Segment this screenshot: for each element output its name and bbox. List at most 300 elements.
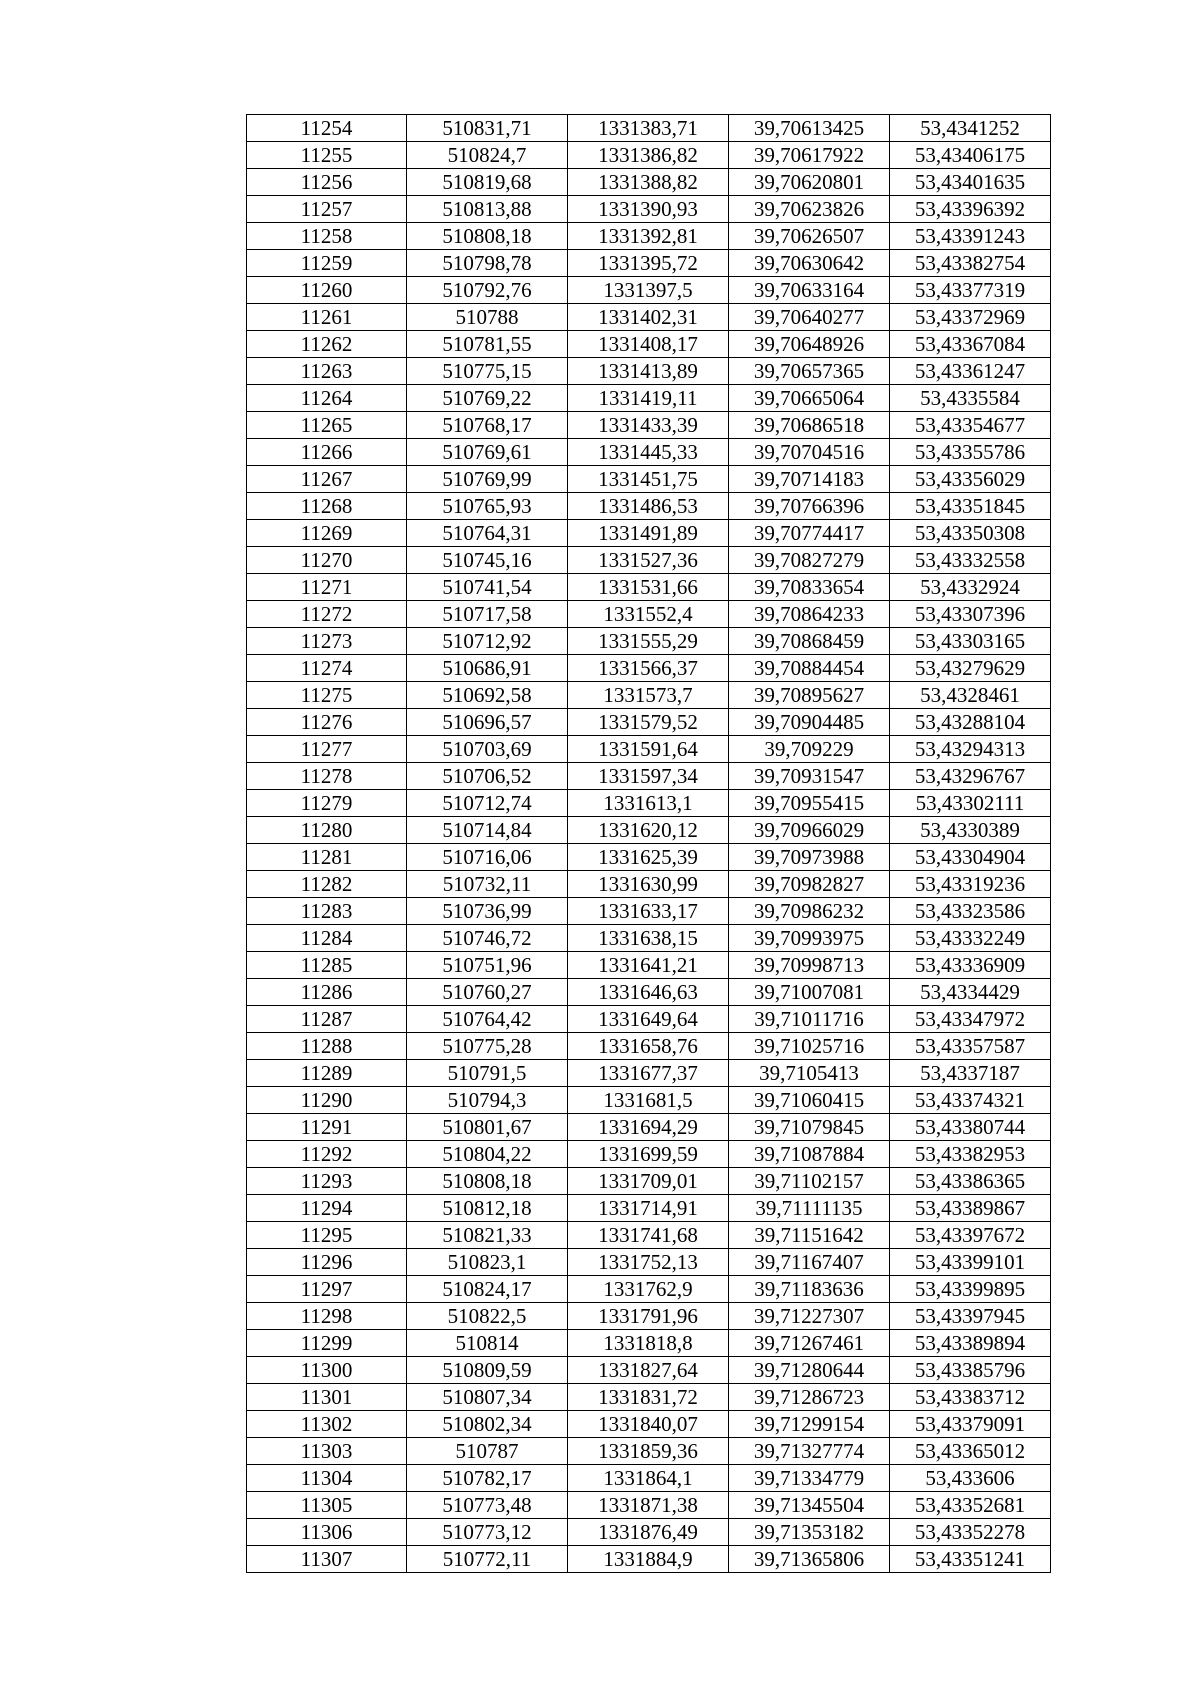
table-row [247, 1303, 1051, 1330]
x-coordinate-cell: 510717,58 [407, 601, 568, 628]
latitude-cell: 53,43396392 [890, 196, 1051, 223]
y-coordinate-cell: 1331649,64 [568, 1006, 729, 1033]
longitude-cell: 39,70620801 [729, 169, 890, 196]
longitude-cell: 39,70966029 [729, 817, 890, 844]
table-row [247, 1060, 1051, 1087]
x-coordinate-cell: 510787 [407, 1438, 568, 1465]
point-number-cell: 11259 [247, 250, 407, 277]
longitude-cell: 39,71286723 [729, 1384, 890, 1411]
point-number-cell: 11266 [247, 439, 407, 466]
longitude-cell: 39,71365806 [729, 1546, 890, 1573]
table-row [247, 385, 1051, 412]
x-coordinate-cell: 510768,17 [407, 412, 568, 439]
longitude-cell: 39,71087884 [729, 1141, 890, 1168]
point-number-cell: 11273 [247, 628, 407, 655]
table-row [247, 1114, 1051, 1141]
point-number-cell: 11304 [247, 1465, 407, 1492]
x-coordinate-cell: 510769,99 [407, 466, 568, 493]
x-coordinate-cell: 510821,33 [407, 1222, 568, 1249]
latitude-cell: 53,43323586 [890, 898, 1051, 925]
coordinates-table-body [247, 115, 1051, 1573]
y-coordinate-cell: 1331402,31 [568, 304, 729, 331]
x-coordinate-cell: 510736,99 [407, 898, 568, 925]
longitude-cell: 39,71345504 [729, 1492, 890, 1519]
y-coordinate-cell: 1331709,01 [568, 1168, 729, 1195]
longitude-cell: 39,71151642 [729, 1222, 890, 1249]
y-coordinate-cell: 1331859,36 [568, 1438, 729, 1465]
point-number-cell: 11294 [247, 1195, 407, 1222]
longitude-cell: 39,70640277 [729, 304, 890, 331]
x-coordinate-cell: 510712,74 [407, 790, 568, 817]
point-number-cell: 11257 [247, 196, 407, 223]
x-coordinate-cell: 510808,18 [407, 223, 568, 250]
latitude-cell: 53,4332924 [890, 574, 1051, 601]
y-coordinate-cell: 1331864,1 [568, 1465, 729, 1492]
point-number-cell: 11289 [247, 1060, 407, 1087]
x-coordinate-cell: 510792,76 [407, 277, 568, 304]
longitude-cell: 39,71353182 [729, 1519, 890, 1546]
longitude-cell: 39,70665064 [729, 385, 890, 412]
x-coordinate-cell: 510692,58 [407, 682, 568, 709]
latitude-cell: 53,43391243 [890, 223, 1051, 250]
x-coordinate-cell: 510769,22 [407, 385, 568, 412]
point-number-cell: 11254 [247, 115, 407, 142]
y-coordinate-cell: 1331383,71 [568, 115, 729, 142]
point-number-cell: 11292 [247, 1141, 407, 1168]
longitude-cell: 39,70774417 [729, 520, 890, 547]
point-number-cell: 11267 [247, 466, 407, 493]
x-coordinate-cell: 510804,22 [407, 1141, 568, 1168]
y-coordinate-cell: 1331741,68 [568, 1222, 729, 1249]
y-coordinate-cell: 1331579,52 [568, 709, 729, 736]
table-row [247, 1357, 1051, 1384]
x-coordinate-cell: 510769,61 [407, 439, 568, 466]
point-number-cell: 11265 [247, 412, 407, 439]
y-coordinate-cell: 1331552,4 [568, 601, 729, 628]
latitude-cell: 53,4334429 [890, 979, 1051, 1006]
table-row [247, 574, 1051, 601]
point-number-cell: 11277 [247, 736, 407, 763]
x-coordinate-cell: 510746,72 [407, 925, 568, 952]
table-row [247, 304, 1051, 331]
latitude-cell: 53,43336909 [890, 952, 1051, 979]
x-coordinate-cell: 510760,27 [407, 979, 568, 1006]
x-coordinate-cell: 510775,15 [407, 358, 568, 385]
x-coordinate-cell: 510807,34 [407, 1384, 568, 1411]
x-coordinate-cell: 510764,31 [407, 520, 568, 547]
table-row [247, 1546, 1051, 1573]
point-number-cell: 11279 [247, 790, 407, 817]
longitude-cell: 39,71167407 [729, 1249, 890, 1276]
table-row [247, 1384, 1051, 1411]
table-row [247, 439, 1051, 466]
longitude-cell: 39,71025716 [729, 1033, 890, 1060]
y-coordinate-cell: 1331445,33 [568, 439, 729, 466]
y-coordinate-cell: 1331871,38 [568, 1492, 729, 1519]
table-row [247, 1249, 1051, 1276]
point-number-cell: 11285 [247, 952, 407, 979]
longitude-cell: 39,70617922 [729, 142, 890, 169]
latitude-cell: 53,43386365 [890, 1168, 1051, 1195]
point-number-cell: 11270 [247, 547, 407, 574]
table-row [247, 1438, 1051, 1465]
coordinates-table [246, 114, 1051, 1573]
longitude-cell: 39,70626507 [729, 223, 890, 250]
y-coordinate-cell: 1331884,9 [568, 1546, 729, 1573]
table-row [247, 1006, 1051, 1033]
y-coordinate-cell: 1331641,21 [568, 952, 729, 979]
table-row [247, 871, 1051, 898]
y-coordinate-cell: 1331486,53 [568, 493, 729, 520]
point-number-cell: 11295 [247, 1222, 407, 1249]
longitude-cell: 39,70714183 [729, 466, 890, 493]
y-coordinate-cell: 1331646,63 [568, 979, 729, 1006]
x-coordinate-cell: 510775,28 [407, 1033, 568, 1060]
point-number-cell: 11263 [247, 358, 407, 385]
x-coordinate-cell: 510831,71 [407, 115, 568, 142]
latitude-cell: 53,43357587 [890, 1033, 1051, 1060]
table-row [247, 844, 1051, 871]
latitude-cell: 53,43399895 [890, 1276, 1051, 1303]
point-number-cell: 11293 [247, 1168, 407, 1195]
latitude-cell: 53,43377319 [890, 277, 1051, 304]
longitude-cell: 39,70623826 [729, 196, 890, 223]
point-number-cell: 11264 [247, 385, 407, 412]
y-coordinate-cell: 1331531,66 [568, 574, 729, 601]
longitude-cell: 39,70895627 [729, 682, 890, 709]
y-coordinate-cell: 1331791,96 [568, 1303, 729, 1330]
point-number-cell: 11275 [247, 682, 407, 709]
x-coordinate-cell: 510703,69 [407, 736, 568, 763]
table-row [247, 979, 1051, 1006]
point-number-cell: 11301 [247, 1384, 407, 1411]
table-row [247, 547, 1051, 574]
longitude-cell: 39,71334779 [729, 1465, 890, 1492]
x-coordinate-cell: 510813,88 [407, 196, 568, 223]
longitude-cell: 39,70868459 [729, 628, 890, 655]
x-coordinate-cell: 510819,68 [407, 169, 568, 196]
y-coordinate-cell: 1331714,91 [568, 1195, 729, 1222]
point-number-cell: 11269 [247, 520, 407, 547]
table-row [247, 520, 1051, 547]
x-coordinate-cell: 510751,96 [407, 952, 568, 979]
x-coordinate-cell: 510773,48 [407, 1492, 568, 1519]
latitude-cell: 53,43303165 [890, 628, 1051, 655]
point-number-cell: 11302 [247, 1411, 407, 1438]
y-coordinate-cell: 1331699,59 [568, 1141, 729, 1168]
longitude-cell: 39,70630642 [729, 250, 890, 277]
table-row [247, 628, 1051, 655]
latitude-cell: 53,43401635 [890, 169, 1051, 196]
longitude-cell: 39,71299154 [729, 1411, 890, 1438]
x-coordinate-cell: 510802,34 [407, 1411, 568, 1438]
y-coordinate-cell: 1331573,7 [568, 682, 729, 709]
table-row [247, 1195, 1051, 1222]
latitude-cell: 53,43332249 [890, 925, 1051, 952]
point-number-cell: 11260 [247, 277, 407, 304]
latitude-cell: 53,43379091 [890, 1411, 1051, 1438]
x-coordinate-cell: 510822,5 [407, 1303, 568, 1330]
latitude-cell: 53,43351241 [890, 1546, 1051, 1573]
latitude-cell: 53,43389894 [890, 1330, 1051, 1357]
point-number-cell: 11272 [247, 601, 407, 628]
longitude-cell: 39,71102157 [729, 1168, 890, 1195]
table-row [247, 358, 1051, 385]
y-coordinate-cell: 1331638,15 [568, 925, 729, 952]
longitude-cell: 39,7105413 [729, 1060, 890, 1087]
y-coordinate-cell: 1331591,64 [568, 736, 729, 763]
y-coordinate-cell: 1331566,37 [568, 655, 729, 682]
y-coordinate-cell: 1331395,72 [568, 250, 729, 277]
latitude-cell: 53,43304904 [890, 844, 1051, 871]
y-coordinate-cell: 1331876,49 [568, 1519, 729, 1546]
y-coordinate-cell: 1331392,81 [568, 223, 729, 250]
table-row [247, 655, 1051, 682]
longitude-cell: 39,70827279 [729, 547, 890, 574]
table-row [247, 1168, 1051, 1195]
y-coordinate-cell: 1331613,1 [568, 790, 729, 817]
longitude-cell: 39,70998713 [729, 952, 890, 979]
y-coordinate-cell: 1331408,17 [568, 331, 729, 358]
point-number-cell: 11286 [247, 979, 407, 1006]
latitude-cell: 53,43347972 [890, 1006, 1051, 1033]
point-number-cell: 11303 [247, 1438, 407, 1465]
y-coordinate-cell: 1331762,9 [568, 1276, 729, 1303]
longitude-cell: 39,70884454 [729, 655, 890, 682]
latitude-cell: 53,43352278 [890, 1519, 1051, 1546]
table-row [247, 493, 1051, 520]
point-number-cell: 11307 [247, 1546, 407, 1573]
x-coordinate-cell: 510788 [407, 304, 568, 331]
y-coordinate-cell: 1331620,12 [568, 817, 729, 844]
latitude-cell: 53,4328461 [890, 682, 1051, 709]
longitude-cell: 39,70648926 [729, 331, 890, 358]
table-row [247, 331, 1051, 358]
longitude-cell: 39,71227307 [729, 1303, 890, 1330]
longitude-cell: 39,70613425 [729, 115, 890, 142]
y-coordinate-cell: 1331413,89 [568, 358, 729, 385]
longitude-cell: 39,70657365 [729, 358, 890, 385]
longitude-cell: 39,70986232 [729, 898, 890, 925]
longitude-cell: 39,71327774 [729, 1438, 890, 1465]
table-row [247, 898, 1051, 925]
longitude-cell: 39,70973988 [729, 844, 890, 871]
latitude-cell: 53,433606 [890, 1465, 1051, 1492]
table-row [247, 169, 1051, 196]
latitude-cell: 53,43288104 [890, 709, 1051, 736]
y-coordinate-cell: 1331491,89 [568, 520, 729, 547]
y-coordinate-cell: 1331386,82 [568, 142, 729, 169]
y-coordinate-cell: 1331625,39 [568, 844, 729, 871]
latitude-cell: 53,43380744 [890, 1114, 1051, 1141]
table-row [247, 1411, 1051, 1438]
x-coordinate-cell: 510801,67 [407, 1114, 568, 1141]
latitude-cell: 53,43361247 [890, 358, 1051, 385]
table-row [247, 1519, 1051, 1546]
latitude-cell: 53,43279629 [890, 655, 1051, 682]
latitude-cell: 53,43354677 [890, 412, 1051, 439]
point-number-cell: 11255 [247, 142, 407, 169]
point-number-cell: 11281 [247, 844, 407, 871]
y-coordinate-cell: 1331527,36 [568, 547, 729, 574]
point-number-cell: 11276 [247, 709, 407, 736]
x-coordinate-cell: 510781,55 [407, 331, 568, 358]
point-number-cell: 11299 [247, 1330, 407, 1357]
latitude-cell: 53,43355786 [890, 439, 1051, 466]
point-number-cell: 11282 [247, 871, 407, 898]
y-coordinate-cell: 1331681,5 [568, 1087, 729, 1114]
latitude-cell: 53,4335584 [890, 385, 1051, 412]
point-number-cell: 11296 [247, 1249, 407, 1276]
longitude-cell: 39,71267461 [729, 1330, 890, 1357]
table-row [247, 1141, 1051, 1168]
x-coordinate-cell: 510794,3 [407, 1087, 568, 1114]
table-row [247, 952, 1051, 979]
longitude-cell: 39,71111135 [729, 1195, 890, 1222]
table-row [247, 142, 1051, 169]
y-coordinate-cell: 1331451,75 [568, 466, 729, 493]
y-coordinate-cell: 1331597,34 [568, 763, 729, 790]
y-coordinate-cell: 1331397,5 [568, 277, 729, 304]
table-row [247, 1033, 1051, 1060]
y-coordinate-cell: 1331840,07 [568, 1411, 729, 1438]
latitude-cell: 53,43296767 [890, 763, 1051, 790]
table-row [247, 250, 1051, 277]
x-coordinate-cell: 510772,11 [407, 1546, 568, 1573]
point-number-cell: 11278 [247, 763, 407, 790]
x-coordinate-cell: 510823,1 [407, 1249, 568, 1276]
x-coordinate-cell: 510696,57 [407, 709, 568, 736]
table-row [247, 1222, 1051, 1249]
latitude-cell: 53,43307396 [890, 601, 1051, 628]
point-number-cell: 11290 [247, 1087, 407, 1114]
latitude-cell: 53,43389867 [890, 1195, 1051, 1222]
table-row [247, 817, 1051, 844]
latitude-cell: 53,43365012 [890, 1438, 1051, 1465]
latitude-cell: 53,43385796 [890, 1357, 1051, 1384]
y-coordinate-cell: 1331827,64 [568, 1357, 729, 1384]
table-row [247, 412, 1051, 439]
x-coordinate-cell: 510706,52 [407, 763, 568, 790]
y-coordinate-cell: 1331831,72 [568, 1384, 729, 1411]
table-row [247, 925, 1051, 952]
y-coordinate-cell: 1331555,29 [568, 628, 729, 655]
x-coordinate-cell: 510716,06 [407, 844, 568, 871]
latitude-cell: 53,4341252 [890, 115, 1051, 142]
longitude-cell: 39,70931547 [729, 763, 890, 790]
x-coordinate-cell: 510809,59 [407, 1357, 568, 1384]
table-row [247, 196, 1051, 223]
y-coordinate-cell: 1331388,82 [568, 169, 729, 196]
y-coordinate-cell: 1331658,76 [568, 1033, 729, 1060]
x-coordinate-cell: 510686,91 [407, 655, 568, 682]
longitude-cell: 39,709229 [729, 736, 890, 763]
x-coordinate-cell: 510812,18 [407, 1195, 568, 1222]
x-coordinate-cell: 510741,54 [407, 574, 568, 601]
x-coordinate-cell: 510773,12 [407, 1519, 568, 1546]
point-number-cell: 11306 [247, 1519, 407, 1546]
latitude-cell: 53,4330389 [890, 817, 1051, 844]
longitude-cell: 39,71280644 [729, 1357, 890, 1384]
latitude-cell: 53,43372969 [890, 304, 1051, 331]
longitude-cell: 39,71183636 [729, 1276, 890, 1303]
point-number-cell: 11300 [247, 1357, 407, 1384]
point-number-cell: 11261 [247, 304, 407, 331]
point-number-cell: 11258 [247, 223, 407, 250]
x-coordinate-cell: 510714,84 [407, 817, 568, 844]
point-number-cell: 11283 [247, 898, 407, 925]
x-coordinate-cell: 510782,17 [407, 1465, 568, 1492]
longitude-cell: 39,70955415 [729, 790, 890, 817]
latitude-cell: 53,43367084 [890, 331, 1051, 358]
table-row [247, 277, 1051, 304]
point-number-cell: 11305 [247, 1492, 407, 1519]
table-row [247, 115, 1051, 142]
longitude-cell: 39,70904485 [729, 709, 890, 736]
x-coordinate-cell: 510808,18 [407, 1168, 568, 1195]
longitude-cell: 39,70633164 [729, 277, 890, 304]
table-row [247, 709, 1051, 736]
point-number-cell: 11284 [247, 925, 407, 952]
longitude-cell: 39,70766396 [729, 493, 890, 520]
longitude-cell: 39,71007081 [729, 979, 890, 1006]
x-coordinate-cell: 510824,17 [407, 1276, 568, 1303]
latitude-cell: 53,43302111 [890, 790, 1051, 817]
longitude-cell: 39,70833654 [729, 574, 890, 601]
longitude-cell: 39,71079845 [729, 1114, 890, 1141]
longitude-cell: 39,70686518 [729, 412, 890, 439]
y-coordinate-cell: 1331419,11 [568, 385, 729, 412]
point-number-cell: 11291 [247, 1114, 407, 1141]
latitude-cell: 53,43319236 [890, 871, 1051, 898]
table-row [247, 763, 1051, 790]
y-coordinate-cell: 1331818,8 [568, 1330, 729, 1357]
x-coordinate-cell: 510764,42 [407, 1006, 568, 1033]
latitude-cell: 53,43382754 [890, 250, 1051, 277]
latitude-cell: 53,43406175 [890, 142, 1051, 169]
longitude-cell: 39,70704516 [729, 439, 890, 466]
y-coordinate-cell: 1331677,37 [568, 1060, 729, 1087]
y-coordinate-cell: 1331390,93 [568, 196, 729, 223]
x-coordinate-cell: 510824,7 [407, 142, 568, 169]
latitude-cell: 53,4337187 [890, 1060, 1051, 1087]
latitude-cell: 53,43352681 [890, 1492, 1051, 1519]
longitude-cell: 39,71011716 [729, 1006, 890, 1033]
table-row [247, 466, 1051, 493]
longitude-cell: 39,70993975 [729, 925, 890, 952]
point-number-cell: 11262 [247, 331, 407, 358]
latitude-cell: 53,43350308 [890, 520, 1051, 547]
point-number-cell: 11274 [247, 655, 407, 682]
point-number-cell: 11271 [247, 574, 407, 601]
latitude-cell: 53,43351845 [890, 493, 1051, 520]
latitude-cell: 53,43374321 [890, 1087, 1051, 1114]
y-coordinate-cell: 1331630,99 [568, 871, 729, 898]
point-number-cell: 11280 [247, 817, 407, 844]
latitude-cell: 53,43382953 [890, 1141, 1051, 1168]
table-row [247, 601, 1051, 628]
point-number-cell: 11297 [247, 1276, 407, 1303]
latitude-cell: 53,43383712 [890, 1384, 1051, 1411]
latitude-cell: 53,43397945 [890, 1303, 1051, 1330]
y-coordinate-cell: 1331694,29 [568, 1114, 729, 1141]
table-row [247, 1492, 1051, 1519]
x-coordinate-cell: 510712,92 [407, 628, 568, 655]
x-coordinate-cell: 510798,78 [407, 250, 568, 277]
table-row [247, 1465, 1051, 1492]
table-row [247, 1087, 1051, 1114]
point-number-cell: 11288 [247, 1033, 407, 1060]
